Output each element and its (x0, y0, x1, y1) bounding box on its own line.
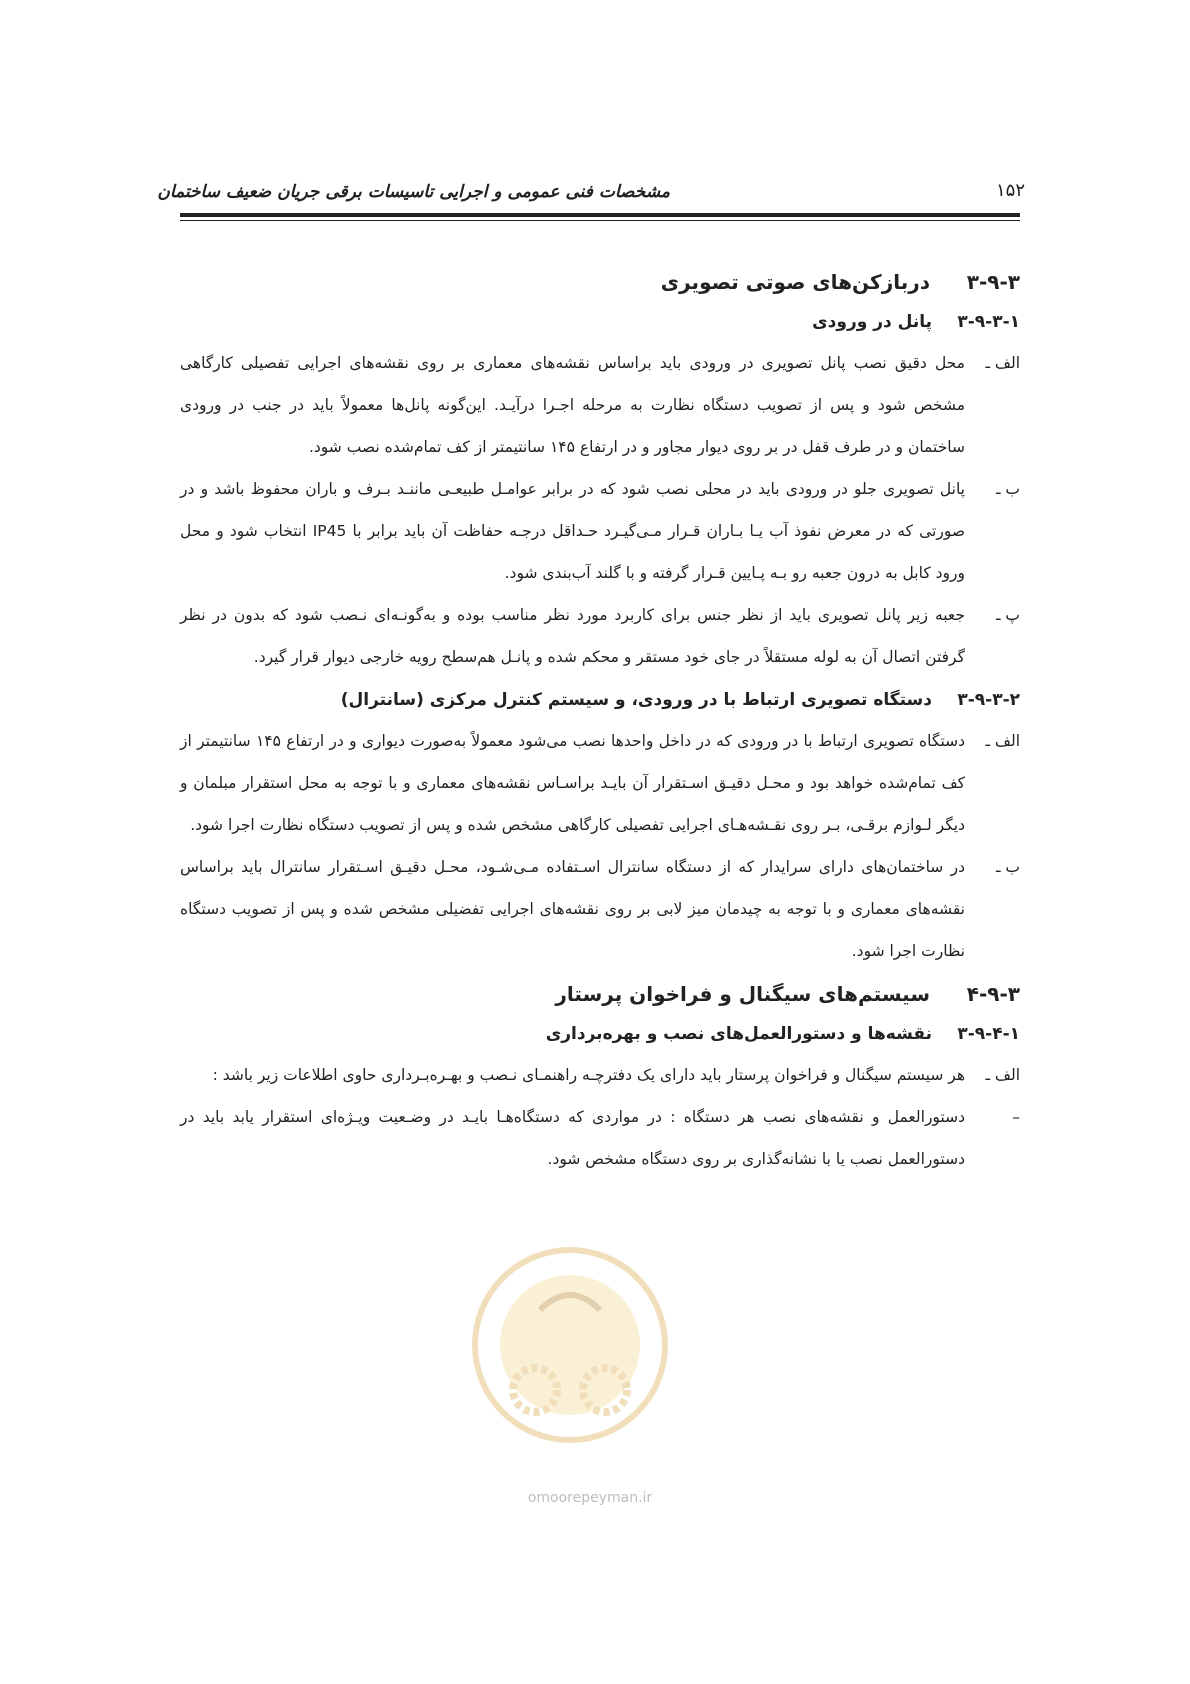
item-text: هر سیستم سیگنال و فراخوان پرستار باید دارای یک دفترچـه راهنمـای نـصب و بهـره‌بـرداری حاوی اطلاعات زیر باشد : (212, 1066, 965, 1084)
header-rule-thin (180, 220, 1020, 221)
item-label: ب ـ (995, 480, 1020, 498)
subsection-heading (180, 1024, 1020, 1044)
subsection-title: دستگاه تصویری ارتباط با در ورودی، و سیستم کنترل مرکزی (سانترال) (340, 690, 932, 710)
item-text: در ساختمان‌های دارای سرایدار که از دستگاه سانترال اسـتفاده مـی‌شـود، محـل دقیـق اسـتقرار سانترال باید براساس نقشه‌های معماری و با توجه به چیدمان میز لابی بر روی نقشه‌های اجرایی تفضیلی مشخص شده و پس از تصویب دستگاه نظارت اجرا شود. (180, 858, 965, 960)
item-label: ب ـ (995, 858, 1020, 876)
watermark-logo-icon (460, 1240, 680, 1470)
main-content (180, 260, 1020, 1180)
item-text: محل دقیق نصب پانل تصویری در ورودی باید براساس نقشه‌های معماری بر روی نقشه‌های اجرایی تفصیلی کارگاهی مشخص شود و پس از تصویب دستگاه نظارت به مرحله اجـرا درآیـد. این‌گونه پانل‌ها معمولاً باید در جنب در ورودی ساختمان و در طرف قفل در بر روی دیوار مجاور و در ارتفاع ۱۴۵ سانتیمتر از کف تمام‌شده نصب شود. (180, 354, 965, 456)
section-number: ۴-۹-۳ (966, 982, 1020, 1006)
subsection-number: ۳-۹-۳-۱ (957, 312, 1020, 332)
section-number: ۳-۹-۳ (966, 270, 1020, 294)
item-text: پانل تصویری جلو در ورودی باید در محلی نصب شود که در برابر عوامـل طبیعـی ماننـد بـرف و باران محفوظ باشد و در صورتی که در معرض نفوذ آب یـا بـاران قـرار مـی‌گیـرد حـداقل درجـه حفاظت آن باید برابر با IP45 انتخاب شود و محل ورود کابل به درون جعبه رو بـه پـایین قـرار گرفته و با گلند آب‌بندی شود. (180, 480, 965, 582)
item-text: دستگاه تصویری ارتباط با در ورودی که در داخل واحدها نصب می‌شود معمولاً به‌صورت دیواری و در ارتفاع ۱۴۵ سانتیمتر از کف تمام‌شده خواهد بود و محـل دقیـق اسـتقرار آن بایـد براسـاس نقشه‌های معماری و با توجه به محل استقرار مبلمان و دیگر لـوازم برقـی، بـر روی نقـشه‌هـای اجرایی تفصیلی کارگاهی مشخص شده و پس از تصویب دستگاه نظارت اجرا شود. (180, 732, 966, 834)
list-item (180, 342, 1020, 468)
subsection-title: نقشه‌ها و دستورالعمل‌های نصب و بهره‌برداری (545, 1024, 932, 1044)
section-heading (180, 982, 1020, 1006)
item-text: دستورالعمل و نقشه‌های نصب هر دستگاه : در مواردی که دستگاه‌هـا بایـد در وضـعیت ویـژه‌ای استقرار یابد باید در دستورالعمل نصب یا با نشانه‌گذاری بر روی دستگاه مشخص شود. (180, 1108, 965, 1168)
item-label: الف ـ (985, 354, 1020, 372)
watermark-url: omoorepeyman.ir (527, 1490, 653, 1506)
list-item (180, 468, 1020, 594)
item-label: پ ـ (995, 606, 1020, 624)
section-heading (180, 270, 1020, 294)
subsection-number: ۳-۹-۴-۱ (957, 1024, 1020, 1044)
dash-list-item (180, 1096, 1020, 1180)
section-title: دربازکن‌های صوتی تصویری (660, 270, 930, 294)
section-title: سیستم‌های سیگنال و فراخوان پرستار (555, 982, 930, 1006)
page-number: ۱۵۲ (995, 180, 1025, 201)
subsection-number: ۳-۹-۳-۲ (957, 690, 1020, 710)
subsection-heading (180, 690, 1020, 710)
list-item (180, 594, 1020, 678)
header-rule-thick (180, 213, 1020, 217)
running-header-title: مشخصات فنی عمومی و اجرایی تاسیسات برقی جریان ضعیف ساختمان (157, 182, 670, 202)
item-label: الف ـ (985, 1066, 1020, 1084)
list-item (180, 1054, 1020, 1096)
subsection-heading (180, 312, 1020, 332)
item-text: جعبه زیر پانل تصویری باید از نظر جنس برای کاربرد مورد نظر مناسب بوده و به‌گونـه‌ای نـصب شود که بدون در نظر گرفتن اتصال آن به لوله مستقلاً در جای خود مستقر و محکم شده و پانـل هم‌سطح رویه خارجی دیوار قرار گیرد. (180, 606, 965, 666)
list-item (180, 720, 1020, 846)
dash-bullet: – (1012, 1108, 1020, 1126)
subsection-title: پانل در ورودی (812, 312, 932, 332)
item-label: الف ـ (985, 732, 1020, 750)
list-item (180, 846, 1020, 972)
